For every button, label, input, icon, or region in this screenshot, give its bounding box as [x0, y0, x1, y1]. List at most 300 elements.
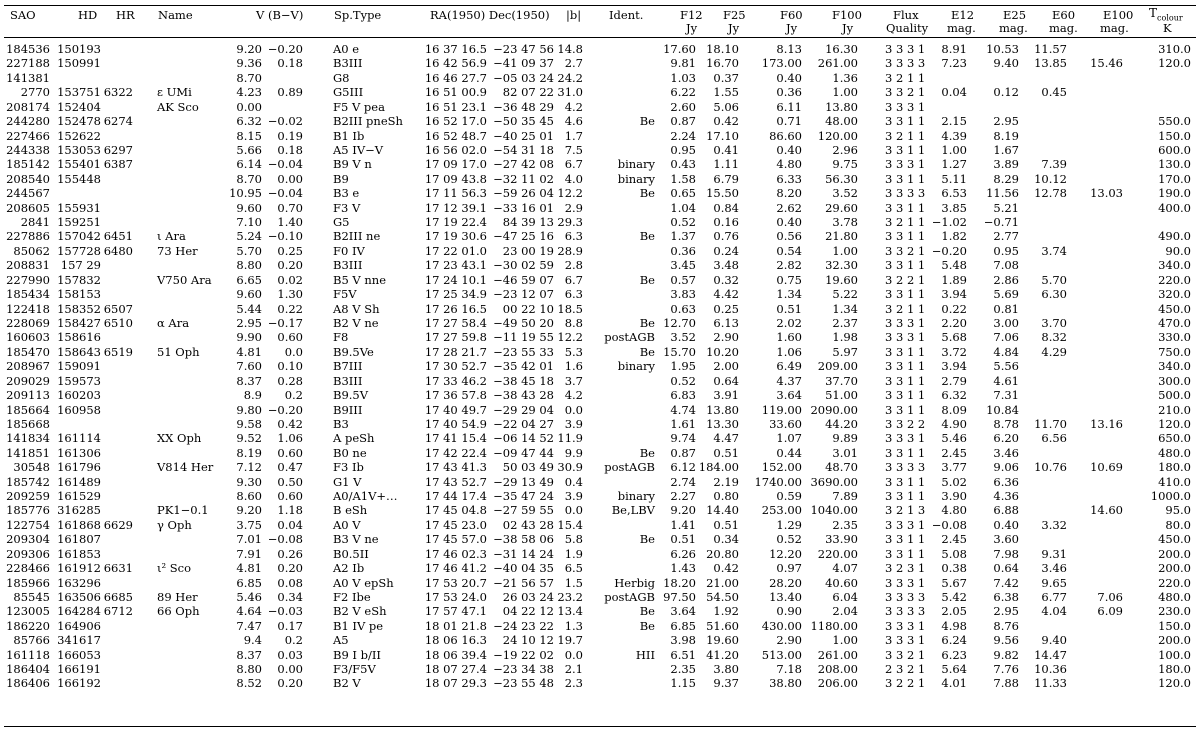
cell-f60: 86.60 — [769, 128, 802, 143]
cell-f25: 0.37 — [713, 70, 739, 85]
cell-bv: 0.04 — [277, 517, 303, 532]
cell-name: XX Oph — [157, 431, 202, 446]
cell-e25: 2.86 — [993, 272, 1019, 287]
cell-fq: 3 2 3 1 — [885, 561, 926, 576]
cell-tcol: 500.0 — [1158, 388, 1191, 403]
cell-v: 5.46 — [236, 589, 262, 604]
cell-f25: 0.64 — [713, 373, 739, 388]
cell-name: ε UMi — [157, 85, 192, 100]
cell-e60: 8.32 — [1041, 330, 1067, 345]
cell-e25: 7.76 — [993, 662, 1019, 677]
unit-f12: Jy — [686, 21, 698, 35]
cell-f100: 1.00 — [832, 85, 858, 100]
cell-fq: 3 2 1 1 — [885, 215, 926, 230]
cell-fq: 3 3 3 1 — [885, 633, 926, 648]
cell-e60: 11.70 — [1034, 416, 1067, 431]
cell-ra: 17 33 46.2 — [424, 373, 487, 388]
cell-v: 3.75 — [236, 517, 262, 532]
cell-f60: 0.40 — [776, 142, 802, 157]
cell-v: 8.52 — [236, 676, 262, 691]
cell-f100: 4.07 — [832, 561, 858, 576]
cell-f12: 1.04 — [670, 200, 696, 215]
cell-e60: 14.47 — [1034, 647, 1067, 662]
cell-f100: 6.04 — [832, 589, 858, 604]
cell-dec: −36 48 29 — [493, 99, 554, 114]
cell-e60: 3.74 — [1041, 243, 1067, 258]
cell-sao: 141851 — [6, 445, 50, 460]
cell-f60: 0.97 — [776, 561, 802, 576]
cell-f12: 2.35 — [670, 662, 696, 677]
cell-f25: 3.91 — [713, 388, 739, 403]
cell-hd: 157042 — [57, 229, 101, 244]
cell-dec: 26 03 24 — [502, 589, 554, 604]
cell-hd: 161868 — [57, 517, 101, 532]
cell-e12: 3.77 — [941, 460, 967, 475]
cell-e12: 4.39 — [941, 128, 967, 143]
cell-fq: 3 3 3 3 — [885, 186, 926, 201]
cell-f12: 6.26 — [670, 546, 696, 561]
cell-fq: 3 2 1 1 — [885, 70, 926, 85]
cell-f25: 6.79 — [713, 171, 739, 186]
cell-sptype: G5 — [333, 215, 350, 230]
table-row — [0, 258, 1200, 272]
cell-f12: 0.87 — [670, 114, 696, 129]
cell-dec: −41 09 37 — [493, 56, 554, 71]
cell-f60: 2.82 — [776, 258, 802, 273]
cell-e25: 6.36 — [993, 474, 1019, 489]
cell-hd: 155931 — [57, 200, 101, 215]
cell-bv: 0.60 — [277, 330, 303, 345]
cell-bv: 0.25 — [277, 243, 303, 258]
cell-hd: 159091 — [57, 359, 101, 374]
table-row — [0, 446, 1200, 460]
cell-bv: 0.50 — [277, 474, 303, 489]
cell-ra: 17 11 56.3 — [424, 186, 487, 201]
cell-e25: 8.29 — [993, 171, 1019, 186]
cell-f25: 19.60 — [706, 633, 739, 648]
cell-sao: 186406 — [6, 676, 50, 691]
top-rule — [4, 5, 1196, 6]
cell-sao: 227886 — [6, 229, 50, 244]
cell-f12: 1.37 — [670, 229, 696, 244]
cell-e12: −0.08 — [931, 517, 967, 532]
cell-sao: 208605 — [6, 200, 50, 215]
cell-b: 7.5 — [564, 142, 583, 157]
cell-f25: 17.10 — [706, 128, 739, 143]
cell-fq: 3 3 3 1 — [885, 517, 926, 532]
cell-sptype: B0 ne — [333, 445, 367, 460]
cell-b: 4.2 — [564, 99, 583, 114]
cell-fq: 2 3 2 1 — [885, 662, 926, 677]
cell-e25: 10.53 — [986, 42, 1019, 56]
cell-f25: 184.00 — [698, 460, 739, 475]
cell-e25: 6.20 — [993, 431, 1019, 446]
cell-tcol: 490.0 — [1158, 229, 1191, 244]
cell-ra: 17 45 23.0 — [424, 517, 487, 532]
cell-f60: 1.07 — [776, 431, 802, 446]
cell-fq: 3 3 1 1 — [885, 489, 926, 504]
cell-v: 9.30 — [236, 474, 262, 489]
cell-bv: 0.02 — [277, 272, 303, 287]
cell-f60: 430.00 — [761, 618, 802, 633]
cell-v: 7.01 — [236, 532, 262, 547]
cell-e12: 0.38 — [941, 561, 967, 576]
cell-name: PK1−0.1 — [157, 503, 209, 518]
cell-f25: 3.48 — [713, 258, 739, 273]
cell-sptype: F5 V pea — [333, 99, 385, 114]
cell-f60: 0.40 — [776, 70, 802, 85]
cell-tcol: 300.0 — [1158, 373, 1191, 388]
cell-f12: 2.24 — [670, 128, 696, 143]
cell-v: 9.36 — [236, 56, 262, 71]
cell-f100: 51.00 — [825, 388, 858, 403]
cell-v: 7.60 — [236, 359, 262, 374]
cell-sptype: B2 V ne — [333, 315, 379, 330]
cell-bv: 0.20 — [277, 258, 303, 273]
cell-tcol: 200.0 — [1158, 561, 1191, 576]
cell-e60: 4.04 — [1041, 604, 1067, 619]
cell-sptype: B9 — [333, 171, 349, 186]
cell-f25: 4.47 — [713, 431, 739, 446]
cell-sptype: B3III — [333, 373, 363, 388]
cell-f100: 3690.00 — [810, 474, 858, 489]
cell-tcol: 750.0 — [1158, 344, 1191, 359]
cell-ra: 16 52 17.0 — [424, 114, 487, 129]
cell-b: 13.4 — [557, 604, 583, 619]
cell-f100: 48.70 — [825, 460, 858, 475]
cell-tcol: 450.0 — [1158, 301, 1191, 316]
cell-f12: 6.22 — [670, 85, 696, 100]
cell-f60: 1.29 — [776, 517, 802, 532]
table-row — [0, 157, 1200, 171]
cell-e60: 12.78 — [1034, 186, 1067, 201]
cell-f100: 1.98 — [832, 330, 858, 345]
header-tcolour-sub: colour — [1157, 13, 1183, 23]
cell-f25: 0.41 — [713, 142, 739, 157]
cell-hr: 6297 — [103, 142, 133, 157]
header-e12: E12 — [951, 8, 975, 22]
cell-dec: −27 42 08 — [493, 157, 554, 172]
cell-dec: −09 47 44 — [493, 445, 554, 460]
cell-dec: −23 34 38 — [493, 662, 554, 677]
cell-sao: 185742 — [6, 474, 50, 489]
cell-f25: 2.90 — [713, 330, 739, 345]
cell-hd: 161114 — [57, 431, 101, 446]
cell-e60: 9.65 — [1041, 575, 1067, 590]
cell-e60: 3.32 — [1041, 517, 1067, 532]
cell-f100: 3.01 — [832, 445, 858, 460]
cell-v: 9.90 — [236, 330, 262, 345]
cell-e25: 7.31 — [993, 388, 1019, 403]
cell-v: 5.24 — [236, 229, 262, 244]
cell-e12: 3.90 — [941, 489, 967, 504]
cell-tcol: 330.0 — [1158, 330, 1191, 345]
cell-b: 1.6 — [564, 359, 583, 374]
table-row — [0, 633, 1200, 647]
cell-ident: Be — [639, 186, 655, 201]
cell-b: 11.9 — [557, 431, 583, 446]
cell-e12: 1.82 — [941, 229, 967, 244]
table-row — [0, 475, 1200, 489]
cell-sao: 2841 — [20, 215, 50, 230]
cell-e12: 5.08 — [941, 546, 967, 561]
cell-e12: 3.94 — [941, 287, 967, 302]
cell-fq: 3 3 3 1 — [885, 330, 926, 345]
table-row — [0, 330, 1200, 344]
cell-b: 4.0 — [564, 171, 583, 186]
cell-hr: 6451 — [103, 229, 133, 244]
cell-e25: 3.00 — [993, 315, 1019, 330]
cell-bv: 0.70 — [277, 200, 303, 215]
cell-sptype: G1 V — [333, 474, 362, 489]
cell-f25: 13.80 — [706, 402, 739, 417]
cell-v: 7.10 — [236, 215, 262, 230]
cell-f100: 1040.00 — [810, 503, 858, 518]
cell-sptype: A peSh — [333, 431, 375, 446]
table-row — [0, 532, 1200, 546]
cell-e25: 4.36 — [993, 489, 1019, 504]
cell-f60: 0.44 — [776, 445, 802, 460]
cell-v: 4.81 — [236, 561, 262, 576]
cell-e25: 9.06 — [993, 460, 1019, 475]
cell-e25: 1.67 — [993, 142, 1019, 157]
cell-e60: 11.33 — [1034, 676, 1067, 691]
cell-ident: binary — [617, 489, 655, 504]
cell-f60: 38.80 — [769, 676, 802, 691]
cell-b: 2.1 — [564, 662, 583, 677]
cell-ra: 18 06 16.3 — [424, 633, 487, 648]
cell-sao: 141381 — [6, 70, 50, 85]
cell-tcol: 220.0 — [1158, 272, 1191, 287]
cell-b: 6.7 — [564, 272, 583, 287]
cell-ident: Be — [639, 445, 655, 460]
cell-sptype: B9 V n — [333, 157, 372, 172]
cell-dec: −23 47 56 — [493, 42, 554, 56]
cell-ident: binary — [617, 171, 655, 186]
cell-e100: 13.16 — [1090, 416, 1123, 431]
cell-sptype: A0 e — [333, 42, 360, 56]
cell-f100: 1.34 — [832, 301, 858, 316]
cell-v: 4.23 — [236, 85, 262, 100]
unit-e100: mag. — [1100, 21, 1129, 35]
table-row — [0, 676, 1200, 690]
cell-sao: 141834 — [6, 431, 50, 446]
cell-ra: 17 46 02.3 — [424, 546, 487, 561]
table-row — [0, 518, 1200, 532]
header-radec: RA(1950) Dec(1950) — [430, 8, 550, 22]
cell-f100: 37.70 — [825, 373, 858, 388]
header-ident: Ident. — [609, 8, 644, 22]
cell-bv: 0.08 — [277, 575, 303, 590]
cell-fq: 3 3 2 2 — [885, 416, 926, 431]
cell-b: 19.7 — [557, 633, 583, 648]
cell-e12: 6.24 — [941, 633, 967, 648]
cell-dec: 02 43 28 — [502, 517, 554, 532]
cell-sao: 209113 — [6, 388, 50, 403]
cell-f60: 0.52 — [776, 532, 802, 547]
cell-f60: 6.11 — [776, 99, 802, 114]
cell-f12: 9.20 — [670, 503, 696, 518]
cell-ra: 17 19 22.4 — [424, 215, 487, 230]
cell-bv: −0.20 — [267, 402, 303, 417]
cell-fq: 3 3 1 1 — [885, 229, 926, 244]
cell-sao: 185776 — [6, 503, 50, 518]
table-row — [0, 71, 1200, 85]
cell-v: 9.60 — [236, 200, 262, 215]
cell-sptype: B3III — [333, 258, 363, 273]
cell-e25: 3.46 — [993, 445, 1019, 460]
cell-bv: 0.2 — [284, 388, 303, 403]
cell-ident: HII — [635, 647, 655, 662]
cell-hd: 160958 — [57, 402, 101, 417]
cell-sptype: B3 — [333, 416, 349, 431]
cell-f100: 21.80 — [825, 229, 858, 244]
cell-fq: 3 2 1 3 — [885, 503, 926, 518]
cell-b: 14.8 — [557, 42, 583, 56]
cell-e60: 9.40 — [1041, 633, 1067, 648]
cell-b: 24.2 — [557, 70, 583, 85]
cell-name: V750 Ara — [157, 272, 212, 287]
cell-b: 2.3 — [564, 676, 583, 691]
cell-tcol: 100.0 — [1158, 647, 1191, 662]
cell-e25: 7.42 — [993, 575, 1019, 590]
cell-b: 1.3 — [564, 618, 583, 633]
cell-hd: 158616 — [57, 330, 101, 345]
cell-tcol: 550.0 — [1158, 114, 1191, 129]
cell-tcol: 120.0 — [1158, 56, 1191, 71]
cell-ra: 17 27 59.8 — [424, 330, 487, 345]
cell-dec: −21 56 57 — [493, 575, 554, 590]
cell-ident: Be — [639, 315, 655, 330]
cell-f12: 0.57 — [670, 272, 696, 287]
cell-bv: −0.03 — [267, 604, 303, 619]
cell-hd: 166191 — [57, 662, 101, 677]
cell-tcol: 150.0 — [1158, 128, 1191, 143]
cell-ra: 18 06 39.4 — [424, 647, 487, 662]
cell-bv: 0.60 — [277, 445, 303, 460]
cell-f100: 2.37 — [832, 315, 858, 330]
cell-f12: 1.95 — [670, 359, 696, 374]
cell-f60: 0.40 — [776, 215, 802, 230]
cell-bv: −0.02 — [267, 114, 303, 129]
cell-sao: 85545 — [13, 589, 50, 604]
cell-b: 0.4 — [564, 474, 583, 489]
cell-tcol: 95.0 — [1165, 503, 1191, 518]
cell-hd: 161489 — [57, 474, 101, 489]
cell-f100: 1180.00 — [810, 618, 858, 633]
table-row — [0, 229, 1200, 243]
cell-f12: 1.41 — [670, 517, 696, 532]
cell-ra: 17 45 57.0 — [424, 532, 487, 547]
cell-hd: 160203 — [57, 388, 101, 403]
cell-dec: −59 26 04 — [493, 186, 554, 201]
cell-e25: 8.76 — [993, 618, 1019, 633]
cell-e12: 5.02 — [941, 474, 967, 489]
cell-sao: 208967 — [6, 359, 50, 374]
cell-bv: 0.42 — [277, 416, 303, 431]
cell-ra: 17 23 43.1 — [424, 258, 487, 273]
table-row — [0, 503, 1200, 517]
cell-e60: 10.36 — [1034, 662, 1067, 677]
table-row — [0, 561, 1200, 575]
unit-f60: Jy — [786, 21, 798, 35]
cell-ra: 17 28 21.7 — [424, 344, 487, 359]
cell-e12: −1.02 — [931, 215, 967, 230]
cell-sao: 186404 — [6, 662, 50, 677]
cell-f12: 6.51 — [670, 647, 696, 662]
cell-f12: 6.12 — [670, 460, 696, 475]
cell-f60: 4.80 — [776, 157, 802, 172]
cell-hr: 6480 — [103, 243, 133, 258]
header-f12: F12 — [680, 8, 703, 22]
cell-f25: 13.30 — [706, 416, 739, 431]
cell-ra: 17 09 43.8 — [424, 171, 487, 186]
cell-fq: 3 3 1 1 — [885, 287, 926, 302]
cell-b: 9.9 — [564, 445, 583, 460]
cell-f100: 120.00 — [817, 128, 858, 143]
cell-f25: 15.50 — [706, 186, 739, 201]
cell-f12: 1.15 — [670, 676, 696, 691]
cell-f100: 2090.00 — [810, 402, 858, 417]
cell-fq: 3 3 1 1 — [885, 344, 926, 359]
cell-ra: 17 53 20.7 — [424, 575, 487, 590]
table-row — [0, 403, 1200, 417]
cell-sptype: B3 V ne — [333, 532, 379, 547]
cell-f12: 0.95 — [670, 142, 696, 157]
cell-f25: 21.00 — [706, 575, 739, 590]
cell-name: 73 Her — [157, 243, 198, 258]
cell-sao: 122754 — [6, 517, 50, 532]
table-row — [0, 143, 1200, 157]
cell-ra: 17 53 24.0 — [424, 589, 487, 604]
cell-e25: 7.88 — [993, 676, 1019, 691]
cell-e25: 5.21 — [993, 200, 1019, 215]
cell-hd: 152478 — [57, 114, 101, 129]
cell-dec: −50 35 45 — [493, 114, 554, 129]
cell-fq: 3 2 2 1 — [885, 676, 926, 691]
cell-tcol: 450.0 — [1158, 532, 1191, 547]
cell-fq: 3 3 3 1 — [885, 42, 926, 56]
cell-dec: −23 55 48 — [493, 676, 554, 691]
cell-bv: 0.89 — [277, 85, 303, 100]
cell-sao: 244338 — [6, 142, 50, 157]
cell-b: 6.7 — [564, 157, 583, 172]
unit-f25: Jy — [728, 21, 740, 35]
cell-ident: postAGB — [604, 330, 655, 345]
cell-b: 4.6 — [564, 114, 583, 129]
cell-dec: −11 19 55 — [493, 330, 554, 345]
cell-e12: 2.45 — [941, 445, 967, 460]
table-row — [0, 100, 1200, 114]
table-row — [0, 186, 1200, 200]
cell-ra: 17 41 15.4 — [424, 431, 487, 446]
cell-ra: 17 12 39.1 — [424, 200, 487, 215]
cell-fq: 3 3 1 1 — [885, 445, 926, 460]
cell-ra: 17 26 16.5 — [424, 301, 487, 316]
cell-dec: 23 00 19 — [502, 243, 554, 258]
cell-dec: −24 23 22 — [493, 618, 554, 633]
cell-b: 2.8 — [564, 258, 583, 273]
cell-e60: 0.45 — [1041, 85, 1067, 100]
cell-fq: 3 3 3 1 — [885, 315, 926, 330]
cell-f12: 9.81 — [670, 56, 696, 71]
cell-e25: 0.40 — [993, 517, 1019, 532]
cell-f100: 209.00 — [817, 359, 858, 374]
cell-e12: 8.09 — [941, 402, 967, 417]
cell-v: 8.70 — [236, 171, 262, 186]
table-row — [0, 460, 1200, 474]
table-row — [0, 316, 1200, 330]
